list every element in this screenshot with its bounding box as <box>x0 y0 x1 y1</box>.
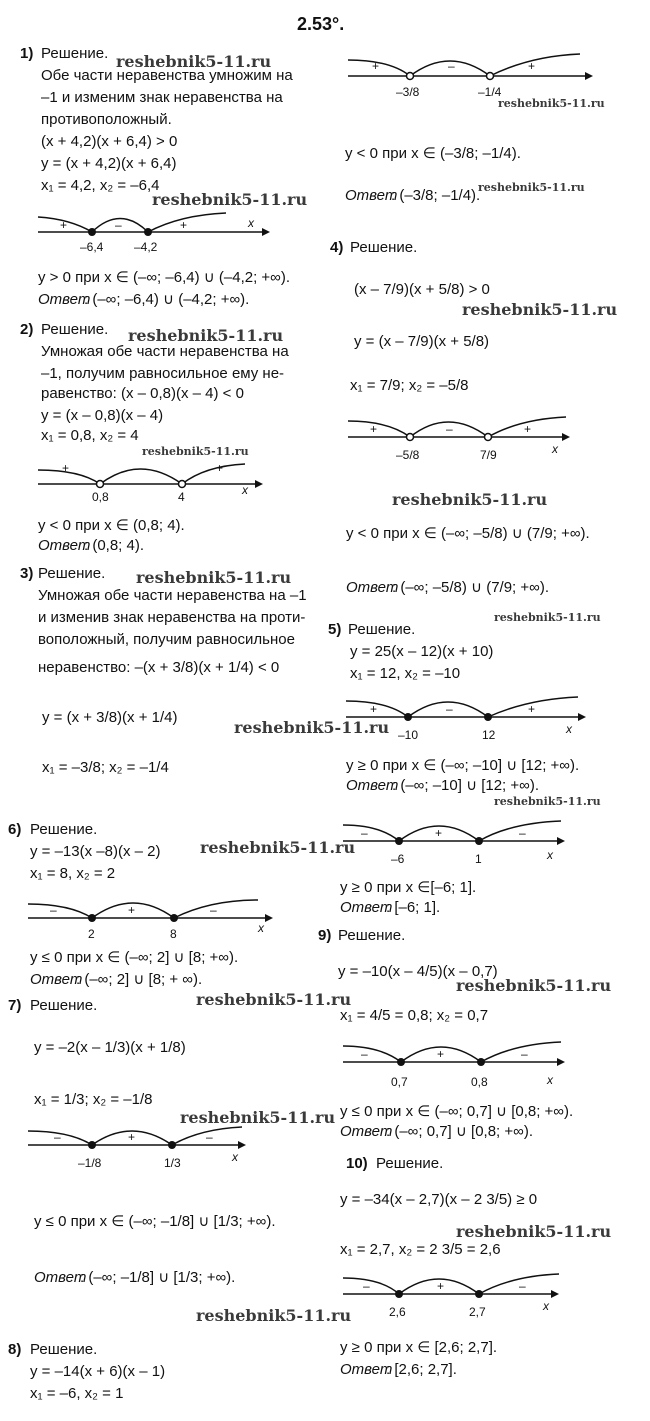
watermark: reshebnik5-11.ru <box>200 838 356 857</box>
point-marker <box>97 481 104 488</box>
sign-label: – <box>363 1279 370 1293</box>
problem-number: 1) <box>20 45 34 62</box>
solution-label: Решение. <box>350 239 418 256</box>
answer-text: : [2,6; 2,7]. <box>386 1361 457 1378</box>
watermark: reshebnik5-11.ru <box>196 1306 352 1325</box>
sign-label: + <box>60 218 68 232</box>
text-line: равенство: (x – 0,8)(x – 4) < 0 <box>41 385 244 402</box>
answer-text: : (–∞; 2] ∪ [8; + ∞). <box>76 971 203 988</box>
sign-label: – <box>448 59 455 73</box>
point-label: 4 <box>178 490 185 504</box>
problem-number: 2) <box>20 321 34 338</box>
point-marker <box>487 73 494 80</box>
watermark: reshebnik5-11.ru <box>392 490 548 509</box>
point-marker <box>144 228 152 236</box>
number-line <box>335 1032 595 1094</box>
point-marker <box>407 73 414 80</box>
point-marker <box>395 1290 403 1298</box>
text-line: неравенство: –(x + 3/8)(x + 1/4) < 0 <box>38 659 280 676</box>
point-marker <box>168 1141 176 1149</box>
axis-var: x <box>552 442 558 456</box>
number-line <box>335 1266 595 1324</box>
sign-label: + <box>370 702 378 716</box>
sign-label: + <box>437 1279 445 1293</box>
answer-label: Ответ <box>34 1269 87 1286</box>
point-marker <box>170 914 178 922</box>
text-line: x₁ = 8, x₂ = 2 <box>30 865 116 882</box>
page-title: 2.53°. <box>297 14 345 34</box>
problem-number: 10) <box>346 1155 368 1172</box>
point-marker <box>88 914 96 922</box>
text-line: Обе части неравенства умножим на <box>41 67 293 84</box>
watermark: reshebnik5-11.ru <box>456 976 612 995</box>
solution-label: Решение. <box>30 821 98 838</box>
number-line <box>30 205 270 254</box>
point-label: –4,2 <box>134 240 158 254</box>
solution-label: Решение. <box>38 565 106 582</box>
point-label: –1/4 <box>478 85 502 99</box>
point-label: 7/9 <box>480 448 497 462</box>
axis-var: x <box>242 483 248 497</box>
sign-label: – <box>519 1279 526 1293</box>
point-marker <box>477 1058 485 1066</box>
number-line <box>20 882 280 942</box>
sign-label: – <box>50 903 57 917</box>
number-line <box>30 452 270 502</box>
answer-text: : [–6; 1]. <box>386 899 441 916</box>
text-line: x₁ = 0,8, x₂ = 4 <box>41 427 139 444</box>
text-line: x₁ = 12, x₂ = –10 <box>350 665 461 682</box>
point-label: –10 <box>398 728 419 742</box>
answer-text: : (–∞; 0,7] ∪ [0,8; +∞). <box>386 1123 534 1140</box>
solution-label: Решение. <box>41 45 109 62</box>
number-line <box>340 405 600 475</box>
sign-label: + <box>216 461 224 475</box>
watermark: reshebnik5-11.ru <box>498 97 605 110</box>
watermark: reshebnik5-11.ru <box>478 181 585 194</box>
axis-var: x <box>547 848 553 862</box>
sign-label: + <box>528 702 536 716</box>
sign-label: – <box>54 1130 61 1144</box>
point-marker <box>485 434 492 441</box>
text-line: x₁ = 4/5 = 0,8; x₂ = 0,7 <box>340 1007 489 1024</box>
axis-var: x <box>248 216 254 230</box>
sign-label: + <box>128 1130 136 1144</box>
point-marker <box>484 713 492 721</box>
text-line: Умножая обе части неравенства на –1 <box>38 587 307 604</box>
watermark: reshebnik5-11.ru <box>494 611 601 624</box>
text-line: x₁ = 4,2, x₂ = –6,4 <box>41 177 160 194</box>
solution-label: Решение. <box>348 621 416 638</box>
text-line: x₁ = –6, x₂ = 1 <box>30 1385 124 1402</box>
answer-text: : (–∞; –5/8) ∪ (7/9; +∞). <box>392 579 550 596</box>
point-marker <box>179 481 186 488</box>
axis-var: x <box>566 722 572 736</box>
answer-label: Ответ <box>346 579 399 596</box>
answer-text: : (–∞; –1/8] ∪ [1/3; +∞). <box>80 1269 236 1286</box>
problem-number: 5) <box>328 621 342 638</box>
point-label: 1 <box>475 852 482 866</box>
result-text: y ≤ 0 при x ∈ (–∞; 0,7] ∪ [0,8; +∞). <box>340 1103 574 1120</box>
point-label: 2,7 <box>469 1305 486 1319</box>
sign-label: + <box>528 59 536 73</box>
text-line: y = –34(x – 2,7)(x – 2 3/5) ≥ 0 <box>340 1191 538 1208</box>
problem-number: 4) <box>330 239 344 256</box>
number-line <box>335 815 595 875</box>
point-label: 0,7 <box>391 1075 408 1089</box>
watermark: reshebnik5-11.ru <box>494 795 601 808</box>
point-label: 12 <box>482 728 496 742</box>
text-line: y = (x + 4,2)(x + 6,4) <box>41 155 177 172</box>
result-text: y ≥ 0 при x ∈ [2,6; 2,7]. <box>340 1339 498 1356</box>
watermark: reshebnik5-11.ru <box>116 52 272 71</box>
result-text: y < 0 при x ∈ (–3/8; –1/4). <box>345 145 521 162</box>
solution-label: Решение. <box>338 927 406 944</box>
text-line: y = –2(x – 1/3)(x + 1/8) <box>34 1039 186 1056</box>
problem-number: 7) <box>8 997 22 1014</box>
axis-var: x <box>547 1073 553 1087</box>
solution-label: Решение. <box>376 1155 444 1172</box>
answer-text: : (0,8; 4). <box>84 537 145 554</box>
point-marker <box>397 1058 405 1066</box>
sign-label: – <box>446 422 453 436</box>
solution-label: Решение. <box>30 997 98 1014</box>
result-text: y ≤ 0 при x ∈ (–∞; –1/8] ∪ [1/3; +∞). <box>34 1213 276 1230</box>
point-marker <box>475 1290 483 1298</box>
text-line: y = –14(x + 6)(x – 1) <box>30 1363 166 1380</box>
sign-label: – <box>206 1130 213 1144</box>
text-line: y = (x – 0,8)(x – 4) <box>41 407 164 424</box>
text-line: y = (x – 7/9)(x + 5/8) <box>354 333 490 350</box>
answer-text: : (–3/8; –1/4). <box>391 187 481 204</box>
watermark: reshebnik5-11.ru <box>152 190 308 209</box>
result-text: y > 0 при x ∈ (–∞; –6,4) ∪ (–4,2; +∞). <box>38 269 291 286</box>
answer-label: Ответ <box>38 291 91 308</box>
point-marker <box>395 837 403 845</box>
text-line: x₁ = 1/3; x₂ = –1/8 <box>34 1091 153 1108</box>
text-line: y = –10(x – 4/5)(x – 0,7) <box>338 963 498 980</box>
text-line: Умножая обе части неравенства на <box>41 343 289 360</box>
answer-text: : (–∞; –10] ∪ [12; +∞). <box>392 777 540 794</box>
result-text: y ≥ 0 при x ∈ (–∞; –10] ∪ [12; +∞). <box>346 757 580 774</box>
result-text: y < 0 при x ∈ (0,8; 4). <box>38 517 185 534</box>
text-line: воположный, получим равносильное <box>38 631 295 648</box>
answer-label: Ответ <box>345 187 398 204</box>
sign-label: – <box>446 702 453 716</box>
point-marker <box>407 434 414 441</box>
point-label: 1/3 <box>164 1156 181 1170</box>
sign-label: – <box>521 1047 528 1061</box>
point-label: –5/8 <box>396 448 420 462</box>
text-line: y = –13(x –8)(x – 2) <box>30 843 161 860</box>
sign-label: + <box>370 422 378 436</box>
sign-label: – <box>137 461 144 475</box>
answer-text: : (–∞; –6,4) ∪ (–4,2; +∞). <box>84 291 250 308</box>
watermark: reshebnik5-11.ru <box>196 990 352 1009</box>
sign-label: – <box>361 826 368 840</box>
axis-var: x <box>543 1299 549 1313</box>
point-marker <box>404 713 412 721</box>
text-line: (x – 7/9)(x + 5/8) > 0 <box>354 281 490 298</box>
point-label: 2,6 <box>389 1305 406 1319</box>
sign-label: – <box>361 1047 368 1061</box>
answer-label: Ответ <box>30 971 83 988</box>
result-text: y ≤ 0 при x ∈ (–∞; 2] ∪ [8; +∞). <box>30 949 239 966</box>
sign-label: – <box>519 826 526 840</box>
axis-var: x <box>258 921 264 935</box>
point-label: –1/8 <box>78 1156 102 1170</box>
watermark: reshebnik5-11.ru <box>234 718 390 737</box>
solution-label: Решение. <box>41 321 109 338</box>
watermark: reshebnik5-11.ru <box>136 568 292 587</box>
problem-number: 6) <box>8 821 22 838</box>
sign-label: – <box>210 903 217 917</box>
answer-label: Ответ <box>340 1123 393 1140</box>
answer-label: Ответ <box>340 1361 393 1378</box>
sign-label: + <box>524 422 532 436</box>
problem-number: 3) <box>20 565 34 582</box>
sign-label: + <box>128 903 136 917</box>
problem-number: 9) <box>318 927 332 944</box>
point-marker <box>88 228 96 236</box>
sign-label: + <box>435 826 443 840</box>
point-label: 0,8 <box>92 490 109 504</box>
text-line: x₁ = –3/8; x₂ = –1/4 <box>42 759 169 776</box>
text-line: x₁ = 7/9; x₂ = –5/8 <box>350 377 469 394</box>
problem-number: 8) <box>8 1341 22 1358</box>
text-line: y = (x + 3/8)(x + 1/4) <box>42 709 178 726</box>
text-line: x₁ = 2,7, x₂ = 2 3/5 = 2,6 <box>340 1241 501 1258</box>
text-line: противоположный. <box>41 111 172 128</box>
text-line: (x + 4,2)(x + 6,4) > 0 <box>41 133 178 150</box>
sign-label: + <box>437 1047 445 1061</box>
point-label: –3/8 <box>396 85 420 99</box>
point-label: 0,8 <box>471 1075 488 1089</box>
sign-label: + <box>372 59 380 73</box>
answer-label: Ответ <box>346 777 399 794</box>
point-marker <box>475 837 483 845</box>
text-line: y = 25(x – 12)(x + 10) <box>350 643 494 660</box>
text-line: и изменив знак неравенства на проти- <box>38 609 306 626</box>
answer-label: Ответ <box>38 537 91 554</box>
watermark: reshebnik5-11.ru <box>142 445 249 458</box>
point-label: 2 <box>88 927 95 941</box>
solution-label: Решение. <box>30 1341 98 1358</box>
watermark: reshebnik5-11.ru <box>180 1108 336 1127</box>
answer-label: Ответ <box>340 899 393 916</box>
result-text: y ≥ 0 при x ∈[–6; 1]. <box>340 879 477 896</box>
watermark: reshebnik5-11.ru <box>456 1222 612 1241</box>
text-line: –1, получим равносильное ему не- <box>41 365 285 382</box>
watermark: reshebnik5-11.ru <box>462 300 618 319</box>
sign-label: + <box>180 218 188 232</box>
watermark: reshebnik5-11.ru <box>128 326 284 345</box>
point-label: –6,4 <box>80 240 104 254</box>
sign-label: + <box>62 461 70 475</box>
point-label: 8 <box>170 927 177 941</box>
sign-label: – <box>115 218 122 232</box>
result-text: y < 0 при x ∈ (–∞; –5/8) ∪ (7/9; +∞). <box>346 525 590 542</box>
text-line: –1 и изменим знак неравенства на <box>41 89 283 106</box>
point-label: –6 <box>391 852 405 866</box>
point-marker <box>88 1141 96 1149</box>
axis-var: x <box>232 1150 238 1164</box>
